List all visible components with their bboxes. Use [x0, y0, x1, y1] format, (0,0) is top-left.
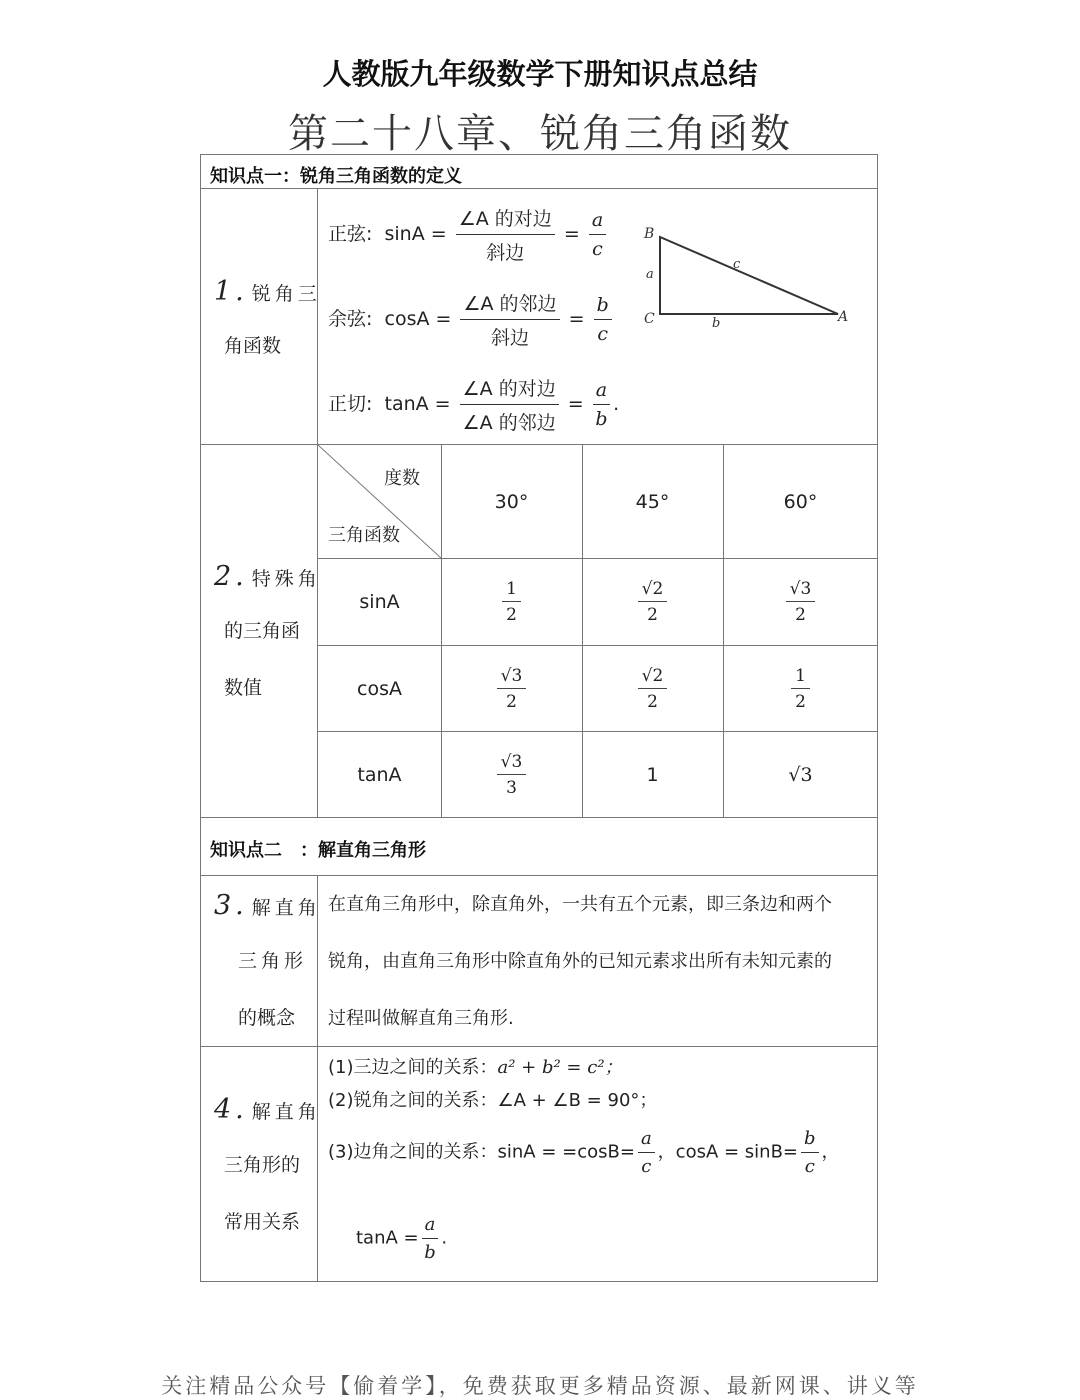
side-a-label: a — [646, 267, 654, 282]
row-label-3: 3. 解直角 — [214, 890, 321, 921]
value-sin-30: 1 2 — [441, 559, 582, 645]
angle-header-60: 60° — [783, 490, 818, 513]
row-label-4-line2: 三角形的 — [224, 1154, 301, 1176]
row-label-3-line2: 三角形 — [238, 950, 308, 972]
row-label-2: 2. 特殊角 — [214, 561, 321, 592]
row-label-2-line3: 数值 — [224, 677, 263, 699]
right-triangle-diagram — [640, 222, 855, 334]
value-cos-60: 1 2 — [723, 646, 878, 731]
value-sin-60: √3 2 — [723, 559, 878, 645]
fn-label-sin: sinA — [359, 591, 400, 613]
row-label-3-line3: 的概念 — [238, 1007, 296, 1029]
tangent-formula: 正切: tanA = $\frac{\text{∠A 的对边}}{\text{∠A 的邻边}}$ = $\frac{a}{b}$ . — [328, 374, 619, 435]
row-label-2-line2: 的三角函 — [224, 620, 301, 642]
angle-header-30: 30° — [494, 490, 529, 513]
row-label-4-line3: 常用关系 — [224, 1211, 301, 1233]
row-label-4: 4. 解直角 — [214, 1094, 321, 1125]
relation-side-angle: (3)边角之间的关系：sinA = =cosB= $\frac{a}{c}$ ，cosA = sinB= $\frac{b}{c}$ ， — [328, 1128, 840, 1177]
angle-header-45: 45° — [635, 490, 670, 513]
vertex-c-label: C — [644, 311, 655, 327]
value-tan-45: 1 — [646, 763, 659, 786]
footer-note: 关注精品公众号【偷着学】，免费获取更多精品资源、最新网课、讲义等 — [161, 1374, 919, 1398]
cosine-formula: 余弦: cosA = $\frac{\text{∠A 的邻边}}{\text{斜边}}$ = $\frac{b}{c}$ — [328, 289, 615, 350]
side-c-label: c — [733, 257, 741, 272]
corner-function-label: 三角函数 — [328, 525, 400, 546]
sine-formula: 正弦: sinA = $\frac{\text{∠A 的对边}}{\text{斜边}}$ = $\frac{a}{c}$ — [328, 204, 609, 265]
value-tan-30: √3 3 — [441, 732, 582, 817]
divider — [317, 875, 318, 1282]
label-number: 1. — [214, 276, 248, 307]
divider — [200, 817, 878, 818]
divider — [200, 188, 878, 189]
value-cos-45: √2 2 — [582, 646, 723, 731]
relation-angles: (2)锐角之间的关系：∠A + ∠B = 90°； — [328, 1090, 658, 1111]
value-cos-30: √3 2 — [441, 646, 582, 731]
row-label-1: 1. 锐角三 — [214, 276, 321, 307]
relation-tangent: tanA = $\frac{a}{b}$ . — [356, 1214, 448, 1263]
section-header-1: 知识点一：锐角三角函数的定义 — [210, 166, 462, 187]
chapter-title: 第二十八章、锐角三角函数 — [288, 111, 792, 157]
value-tan-60: √3 — [788, 763, 813, 786]
solving-concept-text: 在直角三角形中，除直角外，一共有五个元素，即三条边和两个 锐角，由直角三角形中除直角外的已知元素求出所有未知元素的 过程叫做解直角三角形. — [328, 894, 832, 1029]
fn-label-cos: cosA — [357, 677, 402, 700]
corner-degree-label: 度数 — [384, 468, 420, 489]
row-label-1-line2: 角函数 — [224, 335, 282, 357]
value-sin-45: √2 2 — [582, 559, 723, 645]
vertex-a-label: A — [838, 309, 849, 325]
triangle-shape — [660, 237, 838, 314]
vertex-b-label: B — [644, 226, 655, 242]
relation-sides: (1)三边之间的关系：a² + b² = c²； — [328, 1057, 623, 1078]
document-title: 人教版九年级数学下册知识点总结 — [322, 57, 758, 91]
section-header-2: 知识点二 ：解直角三角形 — [210, 840, 426, 861]
side-b-label: b — [712, 316, 721, 331]
fn-label-tan: tanA — [357, 763, 402, 786]
